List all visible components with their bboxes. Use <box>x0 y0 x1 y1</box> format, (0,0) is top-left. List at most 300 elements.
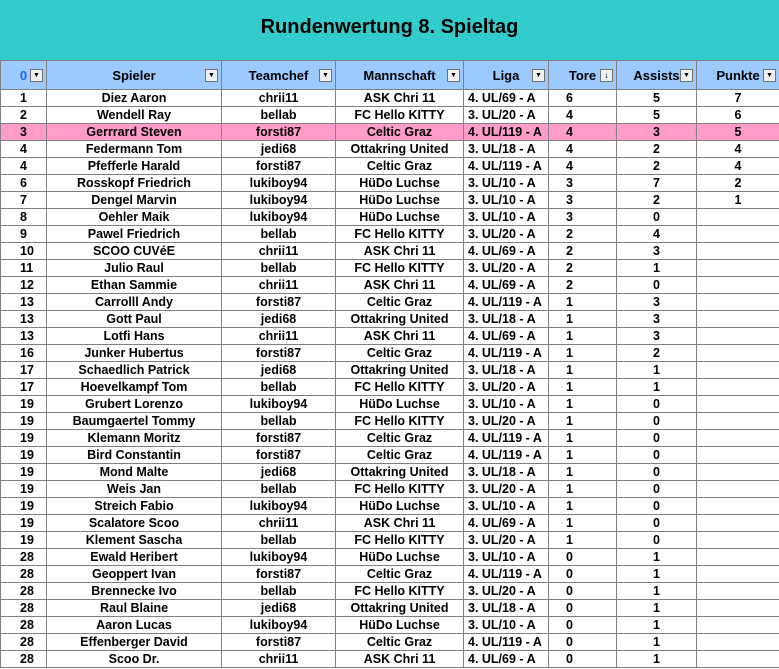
table-row <box>1 311 779 328</box>
cell-assists[interactable]: 1 <box>617 379 697 396</box>
cell-rank[interactable]: 19 <box>1 515 47 532</box>
cell-tore[interactable]: 1 <box>549 294 617 311</box>
cell-teamchef[interactable]: forsti87 <box>222 345 336 362</box>
cell-tore[interactable]: 2 <box>549 243 617 260</box>
cell-tore[interactable]: 6 <box>549 90 617 107</box>
cell-liga[interactable]: 3. UL/20 - A <box>464 379 549 396</box>
cell-tore[interactable]: 1 <box>549 532 617 549</box>
cell-rank[interactable]: 12 <box>1 277 47 294</box>
cell-rank[interactable]: 9 <box>1 226 47 243</box>
cell-rank[interactable]: 1 <box>1 90 47 107</box>
cell-teamchef[interactable]: lukiboy94 <box>222 617 336 634</box>
cell-liga[interactable]: 4. UL/69 - A <box>464 90 549 107</box>
ranking-table <box>0 60 779 668</box>
cell-liga[interactable]: 3. UL/20 - A <box>464 583 549 600</box>
cell-assists[interactable]: 0 <box>617 209 697 226</box>
cell-liga[interactable]: 4. UL/119 - A <box>464 124 549 141</box>
cell-punkte[interactable] <box>697 226 779 243</box>
cell-assists[interactable]: 3 <box>617 124 697 141</box>
table-row <box>1 464 779 481</box>
cell-rank[interactable]: 28 <box>1 566 47 583</box>
cell-spieler[interactable]: Oehler Maik <box>47 209 222 226</box>
cell-rank[interactable]: 13 <box>1 328 47 345</box>
cell-spieler[interactable]: Baumgaertel Tommy <box>47 413 222 430</box>
cell-spieler[interactable]: Scoo Dr. <box>47 651 222 668</box>
cell-assists[interactable]: 5 <box>617 90 697 107</box>
cell-assists[interactable]: 3 <box>617 311 697 328</box>
dropdown-arrow-icon[interactable]: ▼ <box>763 69 776 82</box>
cell-spieler[interactable]: Lotfi Hans <box>47 328 222 345</box>
cell-punkte[interactable] <box>697 243 779 260</box>
cell-teamchef[interactable]: chrii11 <box>222 515 336 532</box>
cell-tore[interactable]: 3 <box>549 192 617 209</box>
cell-punkte[interactable]: 4 <box>697 158 779 175</box>
cell-punkte[interactable] <box>697 498 779 515</box>
cell-punkte[interactable]: 6 <box>697 107 779 124</box>
cell-rank[interactable]: 8 <box>1 209 47 226</box>
cell-punkte[interactable]: 1 <box>697 192 779 209</box>
cell-liga[interactable]: 4. UL/69 - A <box>464 277 549 294</box>
cell-spieler[interactable]: Wendell Ray <box>47 107 222 124</box>
cell-assists[interactable]: 0 <box>617 481 697 498</box>
cell-spieler[interactable]: Gerrrard Steven <box>47 124 222 141</box>
cell-assists[interactable]: 7 <box>617 175 697 192</box>
cell-spieler[interactable]: SCOO CUVéE <box>47 243 222 260</box>
cell-punkte[interactable] <box>697 328 779 345</box>
cell-liga[interactable]: 3. UL/18 - A <box>464 362 549 379</box>
cell-tore[interactable]: 1 <box>549 447 617 464</box>
cell-assists[interactable]: 3 <box>617 294 697 311</box>
table-row <box>1 498 779 515</box>
table-row <box>1 549 779 566</box>
cell-rank[interactable]: 4 <box>1 141 47 158</box>
cell-liga[interactable]: 4. UL/69 - A <box>464 651 549 668</box>
cell-teamchef[interactable]: lukiboy94 <box>222 209 336 226</box>
cell-spieler[interactable]: Julio Raul <box>47 260 222 277</box>
cell-assists[interactable]: 1 <box>617 549 697 566</box>
title-bar <box>0 0 779 61</box>
cell-teamchef[interactable]: forsti87 <box>222 566 336 583</box>
cell-teamchef[interactable]: lukiboy94 <box>222 192 336 209</box>
cell-tore[interactable]: 4 <box>549 107 617 124</box>
cell-tore[interactable]: 1 <box>549 328 617 345</box>
cell-punkte[interactable] <box>697 294 779 311</box>
cell-rank[interactable]: 28 <box>1 617 47 634</box>
cell-spieler[interactable]: Mond Malte <box>47 464 222 481</box>
col-header-tore: Tore ↓ <box>549 61 617 90</box>
cell-teamchef[interactable]: chrii11 <box>222 328 336 345</box>
cell-teamchef[interactable]: jedi68 <box>222 141 336 158</box>
cell-liga[interactable]: 4. UL/119 - A <box>464 566 549 583</box>
cell-spieler[interactable]: Ewald Heribert <box>47 549 222 566</box>
cell-mannschaft[interactable]: Celtic Graz <box>336 294 464 311</box>
cell-liga[interactable]: 3. UL/18 - A <box>464 464 549 481</box>
cell-tore[interactable]: 1 <box>549 311 617 328</box>
cell-mannschaft[interactable]: ASK Chri 11 <box>336 328 464 345</box>
cell-punkte[interactable] <box>697 277 779 294</box>
cell-liga[interactable]: 3. UL/10 - A <box>464 209 549 226</box>
cell-assists[interactable]: 1 <box>617 651 697 668</box>
cell-rank[interactable]: 19 <box>1 464 47 481</box>
cell-mannschaft[interactable]: HüDo Luchse <box>336 192 464 209</box>
cell-assists[interactable]: 1 <box>617 600 697 617</box>
cell-teamchef[interactable]: bellab <box>222 532 336 549</box>
cell-teamchef[interactable]: forsti87 <box>222 294 336 311</box>
cell-assists[interactable]: 2 <box>617 158 697 175</box>
cell-spieler[interactable]: Geoppert Ivan <box>47 566 222 583</box>
cell-tore[interactable]: 0 <box>549 651 617 668</box>
cell-liga[interactable]: 4. UL/119 - A <box>464 430 549 447</box>
cell-assists[interactable]: 0 <box>617 498 697 515</box>
cell-punkte[interactable] <box>697 549 779 566</box>
cell-tore[interactable]: 1 <box>549 396 617 413</box>
cell-punkte[interactable]: 5 <box>697 124 779 141</box>
cell-rank[interactable]: 10 <box>1 243 47 260</box>
cell-punkte[interactable] <box>697 464 779 481</box>
cell-mannschaft[interactable]: Ottakring United <box>336 600 464 617</box>
cell-teamchef[interactable]: bellab <box>222 226 336 243</box>
cell-mannschaft[interactable]: Celtic Graz <box>336 124 464 141</box>
cell-punkte[interactable] <box>697 481 779 498</box>
cell-assists[interactable]: 5 <box>617 107 697 124</box>
cell-rank[interactable]: 19 <box>1 498 47 515</box>
cell-teamchef[interactable]: forsti87 <box>222 124 336 141</box>
cell-punkte[interactable] <box>697 396 779 413</box>
cell-assists[interactable]: 1 <box>617 617 697 634</box>
cell-rank[interactable]: 19 <box>1 430 47 447</box>
cell-mannschaft[interactable]: Ottakring United <box>336 141 464 158</box>
cell-spieler[interactable]: Raul Blaine <box>47 600 222 617</box>
cell-rank[interactable]: 19 <box>1 481 47 498</box>
cell-assists[interactable]: 1 <box>617 566 697 583</box>
cell-teamchef[interactable]: forsti87 <box>222 158 336 175</box>
cell-teamchef[interactable]: chrii11 <box>222 243 336 260</box>
cell-liga[interactable]: 4. UL/119 - A <box>464 294 549 311</box>
cell-teamchef[interactable]: forsti87 <box>222 447 336 464</box>
cell-liga[interactable]: 4. UL/119 - A <box>464 447 549 464</box>
cell-mannschaft[interactable]: HüDo Luchse <box>336 175 464 192</box>
cell-spieler[interactable]: Bird Constantin <box>47 447 222 464</box>
cell-rank[interactable]: 17 <box>1 362 47 379</box>
cell-assists[interactable]: 0 <box>617 532 697 549</box>
cell-tore[interactable]: 1 <box>549 379 617 396</box>
cell-assists[interactable]: 0 <box>617 447 697 464</box>
cell-assists[interactable]: 2 <box>617 345 697 362</box>
cell-tore[interactable]: 2 <box>549 277 617 294</box>
cell-mannschaft[interactable]: HüDo Luchse <box>336 209 464 226</box>
cell-mannschaft[interactable]: Celtic Graz <box>336 345 464 362</box>
cell-teamchef[interactable]: lukiboy94 <box>222 498 336 515</box>
cell-tore[interactable]: 0 <box>549 566 617 583</box>
cell-mannschaft[interactable]: Celtic Graz <box>336 566 464 583</box>
cell-tore[interactable]: 0 <box>549 549 617 566</box>
cell-rank[interactable]: 2 <box>1 107 47 124</box>
dropdown-arrow-icon[interactable]: ▼ <box>205 69 218 82</box>
cell-spieler[interactable]: Diez Aaron <box>47 90 222 107</box>
cell-spieler[interactable]: Schaedlich Patrick <box>47 362 222 379</box>
cell-assists[interactable]: 2 <box>617 141 697 158</box>
cell-teamchef[interactable]: bellab <box>222 379 336 396</box>
cell-spieler[interactable]: Klement Sascha <box>47 532 222 549</box>
cell-rank[interactable]: 7 <box>1 192 47 209</box>
cell-assists[interactable]: 1 <box>617 260 697 277</box>
cell-spieler[interactable]: Scalatore Scoo <box>47 515 222 532</box>
cell-assists[interactable]: 0 <box>617 464 697 481</box>
cell-rank[interactable]: 13 <box>1 311 47 328</box>
cell-assists[interactable]: 1 <box>617 362 697 379</box>
cell-mannschaft[interactable]: FC Hello KITTY <box>336 583 464 600</box>
cell-tore[interactable]: 2 <box>549 226 617 243</box>
cell-punkte[interactable] <box>697 532 779 549</box>
cell-tore[interactable]: 0 <box>549 600 617 617</box>
cell-mannschaft[interactable]: FC Hello KITTY <box>336 379 464 396</box>
col-header-mannschaft: Mannschaft ▼ <box>336 61 464 90</box>
cell-tore[interactable]: 0 <box>549 634 617 651</box>
cell-spieler[interactable]: Pfefferle Harald <box>47 158 222 175</box>
cell-punkte[interactable] <box>697 413 779 430</box>
cell-tore[interactable]: 1 <box>549 345 617 362</box>
cell-tore[interactable]: 3 <box>549 209 617 226</box>
cell-rank[interactable]: 28 <box>1 583 47 600</box>
cell-spieler[interactable]: Junker Hubertus <box>47 345 222 362</box>
cell-tore[interactable]: 4 <box>549 158 617 175</box>
cell-teamchef[interactable]: jedi68 <box>222 362 336 379</box>
cell-mannschaft[interactable]: ASK Chri 11 <box>336 277 464 294</box>
dropdown-arrow-icon[interactable]: ▼ <box>319 69 332 82</box>
cell-mannschaft[interactable]: Celtic Graz <box>336 634 464 651</box>
cell-tore[interactable]: 0 <box>549 583 617 600</box>
cell-mannschaft[interactable]: Celtic Graz <box>336 158 464 175</box>
cell-teamchef[interactable]: chrii11 <box>222 90 336 107</box>
cell-teamchef[interactable]: bellab <box>222 481 336 498</box>
cell-spieler[interactable]: Pawel Friedrich <box>47 226 222 243</box>
cell-teamchef[interactable]: jedi68 <box>222 600 336 617</box>
cell-liga[interactable]: 3. UL/20 - A <box>464 532 549 549</box>
cell-tore[interactable]: 0 <box>549 617 617 634</box>
cell-mannschaft[interactable]: Ottakring United <box>336 311 464 328</box>
dropdown-arrow-icon[interactable]: ▼ <box>30 69 43 82</box>
cell-punkte[interactable] <box>697 583 779 600</box>
dropdown-arrow-icon[interactable]: ▼ <box>532 69 545 82</box>
cell-rank[interactable]: 28 <box>1 634 47 651</box>
cell-liga[interactable]: 3. UL/20 - A <box>464 413 549 430</box>
cell-spieler[interactable]: Rosskopf Friedrich <box>47 175 222 192</box>
cell-teamchef[interactable]: lukiboy94 <box>222 396 336 413</box>
cell-teamchef[interactable]: forsti87 <box>222 634 336 651</box>
cell-liga[interactable]: 3. UL/10 - A <box>464 498 549 515</box>
cell-punkte[interactable] <box>697 617 779 634</box>
cell-mannschaft[interactable]: FC Hello KITTY <box>336 532 464 549</box>
cell-spieler[interactable]: Aaron Lucas <box>47 617 222 634</box>
cell-liga[interactable]: 4. UL/119 - A <box>464 634 549 651</box>
cell-mannschaft[interactable]: FC Hello KITTY <box>336 260 464 277</box>
cell-teamchef[interactable]: bellab <box>222 583 336 600</box>
cell-tore[interactable]: 4 <box>549 141 617 158</box>
cell-rank[interactable]: 19 <box>1 413 47 430</box>
cell-rank[interactable]: 19 <box>1 532 47 549</box>
cell-rank[interactable]: 11 <box>1 260 47 277</box>
cell-teamchef[interactable]: bellab <box>222 413 336 430</box>
cell-tore[interactable]: 4 <box>549 124 617 141</box>
cell-assists[interactable]: 1 <box>617 634 697 651</box>
cell-mannschaft[interactable]: Celtic Graz <box>336 430 464 447</box>
cell-rank[interactable]: 3 <box>1 124 47 141</box>
cell-spieler[interactable]: Federmann Tom <box>47 141 222 158</box>
cell-mannschaft[interactable]: ASK Chri 11 <box>336 90 464 107</box>
cell-punkte[interactable] <box>697 515 779 532</box>
cell-liga[interactable]: 4. UL/69 - A <box>464 328 549 345</box>
cell-spieler[interactable]: Gott Paul <box>47 311 222 328</box>
cell-rank[interactable]: 17 <box>1 379 47 396</box>
cell-punkte[interactable]: 4 <box>697 141 779 158</box>
cell-spieler[interactable]: Klemann Moritz <box>47 430 222 447</box>
cell-mannschaft[interactable]: ASK Chri 11 <box>336 515 464 532</box>
table-row <box>1 447 779 464</box>
cell-rank[interactable]: 19 <box>1 447 47 464</box>
table-row <box>1 107 779 124</box>
cell-liga[interactable]: 4. UL/69 - A <box>464 243 549 260</box>
cell-punkte[interactable]: 7 <box>697 90 779 107</box>
cell-tore[interactable]: 1 <box>549 481 617 498</box>
cell-teamchef[interactable]: lukiboy94 <box>222 549 336 566</box>
cell-punkte[interactable] <box>697 209 779 226</box>
cell-rank[interactable]: 19 <box>1 396 47 413</box>
cell-mannschaft[interactable]: ASK Chri 11 <box>336 651 464 668</box>
cell-mannschaft[interactable]: Celtic Graz <box>336 447 464 464</box>
cell-teamchef[interactable]: jedi68 <box>222 464 336 481</box>
cell-liga[interactable]: 3. UL/20 - A <box>464 481 549 498</box>
cell-tore[interactable]: 1 <box>549 464 617 481</box>
cell-tore[interactable]: 1 <box>549 498 617 515</box>
cell-mannschaft[interactable]: HüDo Luchse <box>336 617 464 634</box>
cell-rank[interactable]: 28 <box>1 549 47 566</box>
cell-spieler[interactable]: Effenberger David <box>47 634 222 651</box>
cell-mannschaft[interactable]: HüDo Luchse <box>336 498 464 515</box>
cell-liga[interactable]: 4. UL/119 - A <box>464 158 549 175</box>
cell-mannschaft[interactable]: Ottakring United <box>336 362 464 379</box>
cell-assists[interactable]: 0 <box>617 277 697 294</box>
cell-punkte[interactable] <box>697 634 779 651</box>
cell-rank[interactable]: 13 <box>1 294 47 311</box>
cell-punkte[interactable] <box>697 447 779 464</box>
table-row <box>1 362 779 379</box>
cell-punkte[interactable] <box>697 345 779 362</box>
table-row <box>1 192 779 209</box>
table-row <box>1 396 779 413</box>
cell-spieler[interactable]: Carrolll Andy <box>47 294 222 311</box>
cell-mannschaft[interactable]: HüDo Luchse <box>336 549 464 566</box>
cell-liga[interactable]: 3. UL/10 - A <box>464 175 549 192</box>
cell-liga[interactable]: 3. UL/10 - A <box>464 192 549 209</box>
table-row <box>1 532 779 549</box>
cell-mannschaft[interactable]: FC Hello KITTY <box>336 226 464 243</box>
cell-assists[interactable]: 3 <box>617 328 697 345</box>
cell-punkte[interactable] <box>697 311 779 328</box>
cell-punkte[interactable] <box>697 600 779 617</box>
cell-tore[interactable]: 2 <box>549 260 617 277</box>
cell-liga[interactable]: 3. UL/18 - A <box>464 141 549 158</box>
cell-mannschaft[interactable]: Ottakring United <box>336 464 464 481</box>
table-row <box>1 141 779 158</box>
cell-assists[interactable]: 3 <box>617 243 697 260</box>
cell-punkte[interactable] <box>697 566 779 583</box>
cell-rank[interactable]: 6 <box>1 175 47 192</box>
cell-punkte[interactable] <box>697 362 779 379</box>
cell-rank[interactable]: 28 <box>1 600 47 617</box>
cell-tore[interactable]: 1 <box>549 413 617 430</box>
cell-tore[interactable]: 1 <box>549 362 617 379</box>
cell-spieler[interactable]: Grubert Lorenzo <box>47 396 222 413</box>
cell-liga[interactable]: 4. UL/119 - A <box>464 345 549 362</box>
cell-liga[interactable]: 3. UL/10 - A <box>464 549 549 566</box>
cell-liga[interactable]: 3. UL/20 - A <box>464 226 549 243</box>
cell-teamchef[interactable]: chrii11 <box>222 277 336 294</box>
cell-mannschaft[interactable]: HüDo Luchse <box>336 396 464 413</box>
cell-rank[interactable]: 28 <box>1 651 47 668</box>
cell-mannschaft[interactable]: FC Hello KITTY <box>336 481 464 498</box>
cell-teamchef[interactable]: chrii11 <box>222 651 336 668</box>
cell-rank[interactable]: 16 <box>1 345 47 362</box>
cell-mannschaft[interactable]: FC Hello KITTY <box>336 107 464 124</box>
cell-punkte[interactable] <box>697 651 779 668</box>
cell-tore[interactable]: 1 <box>549 430 617 447</box>
cell-assists[interactable]: 2 <box>617 192 697 209</box>
dropdown-arrow-icon[interactable]: ▼ <box>447 69 460 82</box>
cell-assists[interactable]: 0 <box>617 430 697 447</box>
cell-mannschaft[interactable]: FC Hello KITTY <box>336 413 464 430</box>
cell-assists[interactable]: 4 <box>617 226 697 243</box>
cell-punkte[interactable] <box>697 260 779 277</box>
cell-liga[interactable]: 3. UL/10 - A <box>464 396 549 413</box>
cell-spieler[interactable]: Weis Jan <box>47 481 222 498</box>
dropdown-arrow-icon[interactable]: ▼ <box>680 69 693 82</box>
cell-spieler[interactable]: Dengel Marvin <box>47 192 222 209</box>
cell-liga[interactable]: 4. UL/69 - A <box>464 515 549 532</box>
cell-liga[interactable]: 3. UL/10 - A <box>464 617 549 634</box>
cell-assists[interactable]: 0 <box>617 396 697 413</box>
cell-punkte[interactable]: 2 <box>697 175 779 192</box>
cell-liga[interactable]: 3. UL/18 - A <box>464 311 549 328</box>
cell-assists[interactable]: 0 <box>617 515 697 532</box>
cell-assists[interactable]: 0 <box>617 413 697 430</box>
cell-punkte[interactable] <box>697 379 779 396</box>
cell-spieler[interactable]: Hoevelkampf Tom <box>47 379 222 396</box>
cell-spieler[interactable]: Ethan Sammie <box>47 277 222 294</box>
cell-teamchef[interactable]: bellab <box>222 107 336 124</box>
sort-desc-filter-icon[interactable]: ↓ <box>600 69 613 82</box>
cell-liga[interactable]: 3. UL/18 - A <box>464 600 549 617</box>
cell-spieler[interactable]: Streich Fabio <box>47 498 222 515</box>
col-header-assists: Assists ▼ <box>617 61 697 90</box>
cell-tore[interactable]: 3 <box>549 175 617 192</box>
cell-mannschaft[interactable]: ASK Chri 11 <box>336 243 464 260</box>
cell-assists[interactable]: 1 <box>617 583 697 600</box>
cell-liga[interactable]: 3. UL/20 - A <box>464 107 549 124</box>
table-body <box>1 90 779 668</box>
cell-teamchef[interactable]: jedi68 <box>222 311 336 328</box>
table-row <box>1 277 779 294</box>
cell-tore[interactable]: 1 <box>549 515 617 532</box>
table-row <box>1 566 779 583</box>
header-row <box>1 61 779 90</box>
cell-spieler[interactable]: Brennecke Ivo <box>47 583 222 600</box>
cell-teamchef[interactable]: forsti87 <box>222 430 336 447</box>
cell-teamchef[interactable]: lukiboy94 <box>222 175 336 192</box>
cell-rank[interactable]: 4 <box>1 158 47 175</box>
cell-liga[interactable]: 3. UL/20 - A <box>464 260 549 277</box>
cell-punkte[interactable] <box>697 430 779 447</box>
cell-teamchef[interactable]: bellab <box>222 260 336 277</box>
